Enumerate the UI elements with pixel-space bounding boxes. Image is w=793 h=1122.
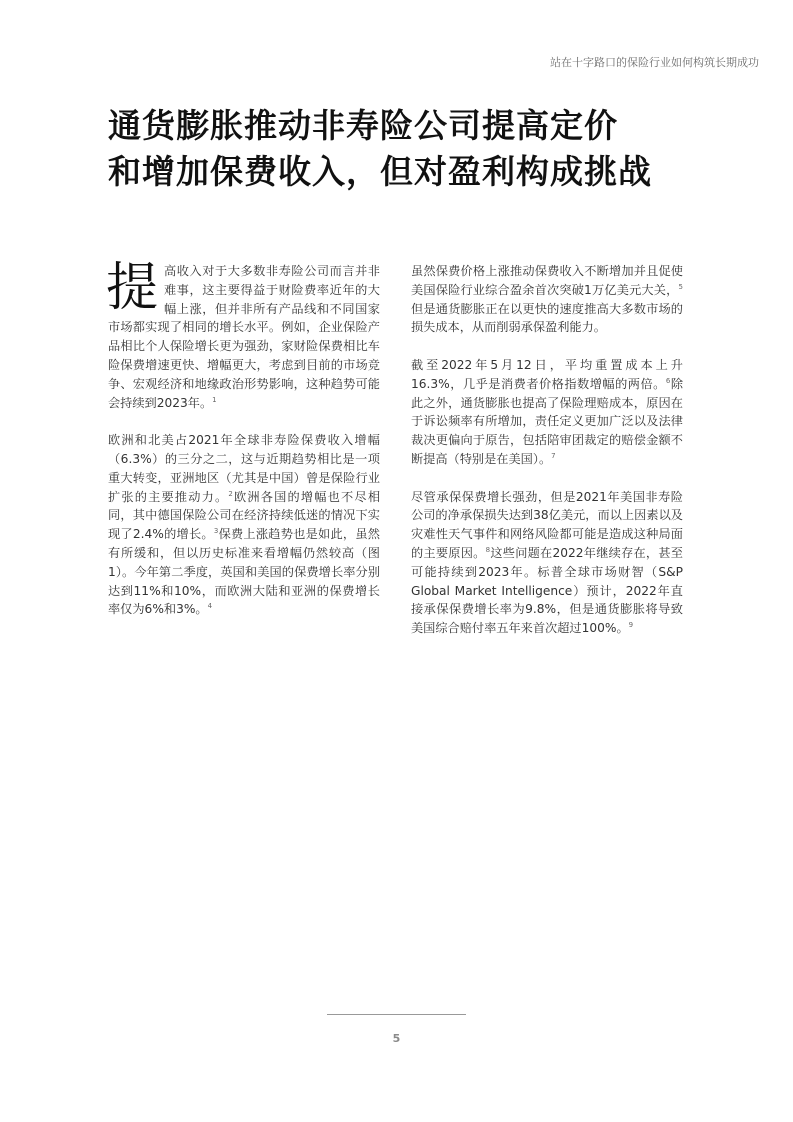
drop-cap: 提 <box>106 258 159 318</box>
paragraph-text: 保费上涨趋势也是如此，虽然有所缓和，但以历史标准来看增幅仍然较高（图1）。今年第二季度，英国和美国的保费增长率分别达到11%和10%，而欧洲大陆和亚洲的保费增长率仅为6%和3%。 <box>108 527 380 617</box>
title-line-1: 通货膨胀推动非寿险公司提高定价 <box>108 106 618 145</box>
footer-divider <box>327 1014 466 1015</box>
footnote-ref[interactable]: 8 <box>485 545 491 554</box>
footnote-ref[interactable]: 1 <box>212 395 217 404</box>
paragraph-regional-growth <box>108 431 380 619</box>
page-title <box>108 103 728 195</box>
paragraph-intro <box>106 258 380 412</box>
paragraph-text: 尽管承保保费增长强劲，但是2021年美国非寿险公司的净承保损失达到38亿美元，而以上因素以及灾难性天气事件和网络风险都可能是造成这种局面的主要原因。 <box>411 489 683 560</box>
footnote-ref[interactable]: 6 <box>665 376 671 385</box>
paragraph-text: 截至2022年5月12日，平均重置成本上升16.3%，几乎是消费者价格指数增幅的两倍。 <box>411 357 683 391</box>
page-number: 5 <box>392 1032 401 1045</box>
footnote-ref[interactable]: 2 <box>228 489 233 498</box>
paragraph-replacement-cost <box>411 356 683 469</box>
footnote-ref[interactable]: 7 <box>551 451 556 460</box>
paragraph-text: 高收入对于大多数非寿险公司而言并非难事，这主要得益于财险费率近年的大幅上涨，但并非所有产品线和不同国家市场都实现了相同的增长水平。例如，企业保险产品相比个人保险增长更为强劲，家财险保费相比车险保费增速更快、增幅更大，考虑到目前的市场竞争、宏观经济和地缘政治形势影响，这种趋势可能会持续到2023年。 <box>108 264 380 410</box>
paragraph-text: 虽然保费价格上涨推动保费收入不断增加并且促使美国保险行业综合盈余首次突破1万亿美元大关， <box>411 264 683 297</box>
footnote-ref[interactable]: 5 <box>678 282 683 291</box>
footnote-ref[interactable]: 9 <box>628 621 634 630</box>
paragraph-text: 这些问题在2022年继续存在，甚至可能持续到2023年。标普全球市场财智（S&P Global Market Intelligence）预计，2022年直接承保保费增长率为9.8%，但是通货膨胀将导致美国综合赔付率五年来首次超过100%。 <box>411 545 683 636</box>
paragraph-text: 欧洲各国的增幅也不尽相同，其中德国保险公司在经济持续低迷的情况下实现了2.4%的增长。 <box>108 489 381 542</box>
paragraph-text: 但是通货膨胀正在以更快的速度推高大多数市场的损失成本，从而削弱承保盈利能力。 <box>411 301 683 335</box>
paragraph-text: 欧洲和北美占2021年全球非寿险保费收入增幅（6.3%）的三分之二，这与近期趋势相比是一项重大转变，亚洲地区（尤其是中国）曾是保险行业扩张的主要推动力。 <box>108 433 380 504</box>
paragraph-underwriting-loss <box>411 488 683 638</box>
footnote-ref[interactable]: 4 <box>207 602 213 611</box>
footnote-ref[interactable]: 3 <box>213 527 219 536</box>
paragraph-us-surplus <box>411 262 683 337</box>
paragraph-text: 除此之外，通货膨胀也提高了保险理赔成本，原因在于诉讼频率有所增加，责任定义更加广泛以及法律裁决更偏向于原告，包括陪审团裁定的赔偿金额不断提高（特别是在美国）。 <box>411 376 684 466</box>
running-header: 站在十字路口的保险行业如何构筑长期成功 <box>550 56 759 69</box>
right-column <box>411 262 683 657</box>
left-column <box>106 258 381 638</box>
title-line-2: 和增加保费收入，但对盈利构成挑战 <box>108 152 652 191</box>
